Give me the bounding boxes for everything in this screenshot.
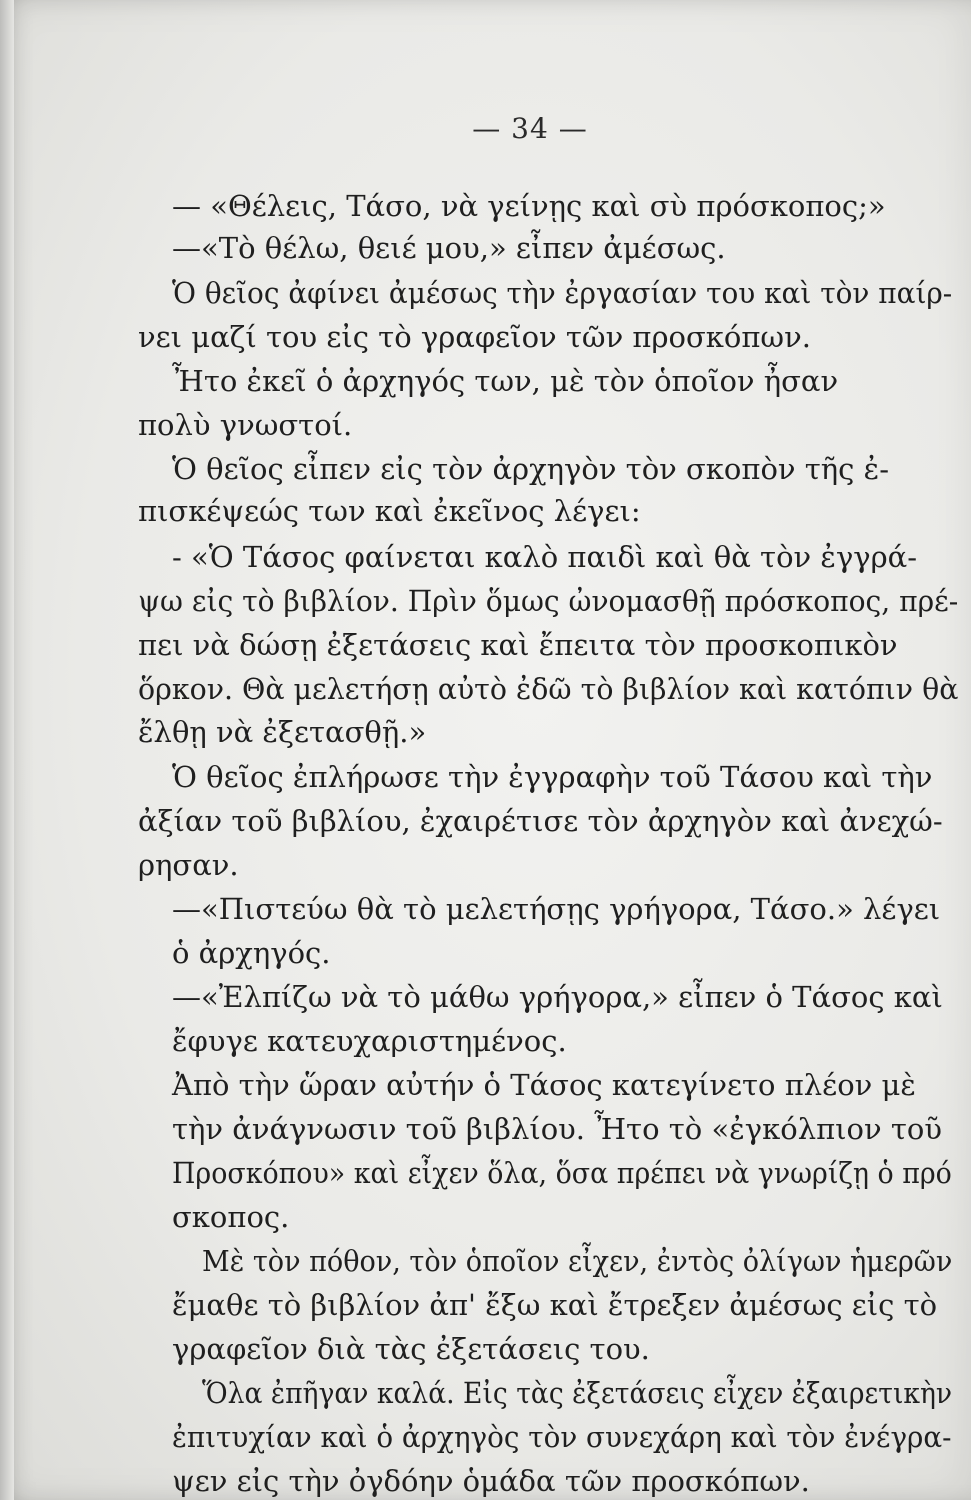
- text-line: πει νὰ δώσῃ ἐξετάσεις καὶ ἔπειτα τὸν προσκοπικὸν: [138, 628, 898, 662]
- text-line: ὅρκον. Θὰ μελετήσῃ αὐτὸ ἐδῶ τὸ βιβλίον καὶ κατόπιν θὰ: [138, 672, 959, 706]
- text-line: Ὁ θεῖος ἀφίνει ἀμέσως τὴν ἐργασίαν του καὶ τὸν παίρ-: [172, 276, 953, 310]
- text-line: σκοπος.: [172, 1200, 290, 1234]
- text-line: Ἦτο ἐκεῖ ὁ ἀρχηγός των, μὲ τὸν ὁποῖον ἦσαν: [172, 364, 839, 398]
- text-line: Ὁ θεῖος εἶπεν εἰς τὸν ἀρχηγὸν τὸν σκοπὸν τῆς ἐ-: [172, 452, 889, 486]
- text-line: ψεν εἰς τὴν ὀγδόην ὁμάδα τῶν προσκόπων.: [172, 1464, 810, 1498]
- text-line: - «Ὁ Τάσος φαίνεται καλὸ παιδὶ καὶ θὰ τὸν ἐγγρά-: [172, 540, 918, 574]
- text-line: πολὺ γνωστοί.: [138, 408, 353, 442]
- text-line: γραφεῖον διὰ τὰς ἐξετάσεις του.: [172, 1332, 650, 1366]
- text-line: πισκέψεώς των καὶ ἐκεῖνος λέγει:: [138, 494, 641, 528]
- text-line: ἐπιτυχίαν καὶ ὁ ἀρχηγὸς τὸν συνεχάρη καὶ τὸν ἐνέγρα-: [172, 1420, 952, 1454]
- text-line: ὁ ἀρχηγός.: [172, 936, 331, 970]
- text-line: Ὅλα ἐπῆγαν καλά. Εἰς τὰς ἐξετάσεις εἶχεν ἐξαιρετικὴν: [202, 1376, 953, 1410]
- text-line: —«Ἐλπίζω νὰ τὸ μάθω γρήγορα,» εἶπεν ὁ Τάσος καὶ: [172, 980, 943, 1014]
- text-line: Μὲ τὸν πόθον, τὸν ὁποῖον εἶχεν, ἐντὸς ὀλίγων ἡμερῶν: [202, 1244, 953, 1278]
- text-line: ἀξίαν τοῦ βιβλίου, ἐχαιρέτισε τὸν ἀρχηγὸν καὶ ἀνεχώ-: [138, 804, 943, 838]
- text-line: ἔμαθε τὸ βιβλίον ἀπ' ἔξω καὶ ἔτρεξεν ἀμέσως εἰς τὸ: [172, 1288, 938, 1322]
- text-line: —«Πιστεύω θὰ τὸ μελετήσῃς γρήγορα, Τάσο.» λέγει: [172, 892, 941, 926]
- text-line: —«Τὸ θέλω, θειέ μου,» εἶπεν ἀμέσως.: [172, 231, 726, 265]
- text-line: Ἀπὸ τὴν ὥραν αὐτήν ὁ Τάσος κατεγίνετο πλέον μὲ: [172, 1068, 916, 1102]
- text-line: ἔφυγε κατευχαριστημένος.: [172, 1024, 567, 1058]
- text-line: ἔλθῃ νὰ ἐξετασθῇ.»: [138, 715, 427, 749]
- text-line: τὴν ἀνάγνωσιν τοῦ βιβλίου. Ἦτο τὸ «ἐγκόλπιον τοῦ: [172, 1112, 942, 1146]
- text-line: Προσκόπου» καὶ εἶχεν ὅλα, ὅσα πρέπει νὰ γνωρίζῃ ὁ πρό: [172, 1156, 952, 1190]
- page-spine-shadow: [0, 0, 14, 1500]
- text-line: ψω εἰς τὸ βιβλίον. Πρὶν ὅμως ὠνομασθῇ πρόσκοπος, πρέ-: [138, 584, 959, 618]
- text-line: Ὁ θεῖος ἐπλήρωσε τὴν ἐγγραφὴν τοῦ Τάσου καὶ τὴν: [172, 760, 933, 794]
- text-line: — «Θέλεις, Τάσο, νὰ γείνῃς καὶ σὺ πρόσκοπος;»: [172, 189, 886, 223]
- page-number: — 34 —: [472, 112, 588, 145]
- text-line: νει μαζί του εἰς τὸ γραφεῖον τῶν προσκόπων.: [138, 320, 811, 354]
- text-line: ρησαν.: [138, 848, 239, 882]
